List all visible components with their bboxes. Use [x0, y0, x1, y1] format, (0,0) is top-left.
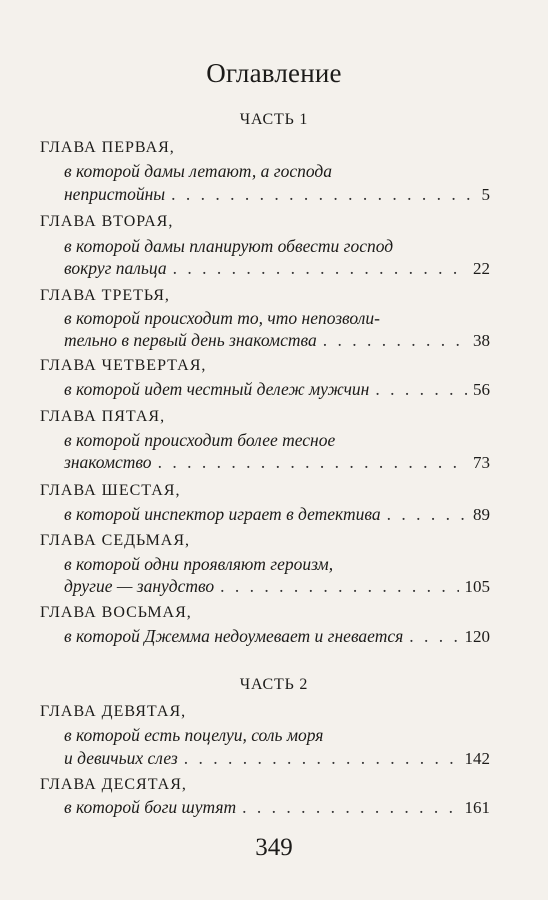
chapter-entry-line: в которой инспектор играет в детектива . . . 89: [64, 504, 490, 525]
page-number: 56: [473, 380, 490, 399]
page-number: 22: [473, 259, 490, 278]
page-title: Оглавление: [206, 58, 342, 88]
leader-dots: [173, 258, 467, 279]
chapter-heading: ГЛАВА ШЕСТАЯ,: [40, 482, 181, 499]
chapter-heading: ГЛАВА ПЯТАЯ,: [40, 408, 166, 425]
chapter-heading: ГЛАВА ВОСЬМАЯ,: [40, 604, 192, 621]
leader-dots: [323, 330, 467, 351]
leader-dots: [387, 504, 467, 525]
page-number: 89: [473, 505, 490, 524]
page-number: 38: [473, 331, 490, 350]
chapter-subtitle-line: в которой происходит более тесное: [64, 430, 336, 450]
chapter-heading: ГЛАВА ВТОРАЯ,: [40, 213, 174, 230]
leader-dots: [184, 748, 459, 769]
chapter-heading: ГЛАВА ЧЕТВЕРТАЯ,: [40, 357, 207, 374]
page-number: 120: [464, 627, 490, 646]
chapter-subtitle-line: в которой дамы планируют обвести господ: [64, 236, 394, 256]
chapter-entry-line: в которой боги шутят . . . 161: [64, 797, 490, 818]
leader-dots: [409, 626, 458, 647]
page-number: 5: [481, 185, 490, 204]
leader-dots: [242, 797, 458, 818]
part-label: ЧАСТЬ 1: [239, 111, 309, 128]
chapter-entry-line: вокруг пальца . . . 22: [64, 258, 490, 279]
page-folio: 349: [255, 834, 293, 861]
chapter-heading: ГЛАВА ПЕРВАЯ,: [40, 139, 175, 156]
chapter-entry-line: непристойны . . . 5: [64, 184, 490, 205]
chapter-heading: ГЛАВА ТРЕТЬЯ,: [40, 287, 170, 304]
page-number: 161: [464, 798, 490, 817]
leader-dots: [171, 184, 475, 205]
part-label: ЧАСТЬ 2: [239, 676, 309, 693]
chapter-entry-line: тельно в первый день знакомства . . . 38: [64, 330, 490, 351]
chapter-subtitle-line: в которой происходит то, что непозволи-: [64, 308, 380, 328]
page-number: 105: [464, 577, 490, 596]
chapter-subtitle-line: в которой дамы летают, а господа: [64, 161, 332, 181]
chapter-entry-line: знакомство . . . 73: [64, 452, 490, 473]
leader-dots: [375, 379, 467, 400]
chapter-entry-line: и девичьих слез . . . 142: [64, 748, 490, 769]
chapter-heading: ГЛАВА ДЕСЯТАЯ,: [40, 776, 187, 793]
chapter-entry-line: в которой Джемма недоумевает и гневается . . . 120: [64, 626, 490, 647]
page-number: 73: [473, 453, 490, 472]
page-number: 142: [464, 749, 490, 768]
chapter-entry-line: другие — занудство . . . 105: [64, 576, 490, 597]
chapter-heading: ГЛАВА СЕДЬМАЯ,: [40, 532, 191, 549]
leader-dots: [220, 576, 458, 597]
leader-dots: [158, 452, 467, 473]
chapter-subtitle-line: в которой одни проявляют героизм,: [64, 554, 334, 574]
chapter-entry-line: в которой идет честный дележ мужчин . . . 56: [64, 379, 490, 400]
chapter-heading: ГЛАВА ДЕВЯТАЯ,: [40, 703, 187, 720]
chapter-subtitle-line: в которой есть поцелуи, соль моря: [64, 725, 324, 745]
